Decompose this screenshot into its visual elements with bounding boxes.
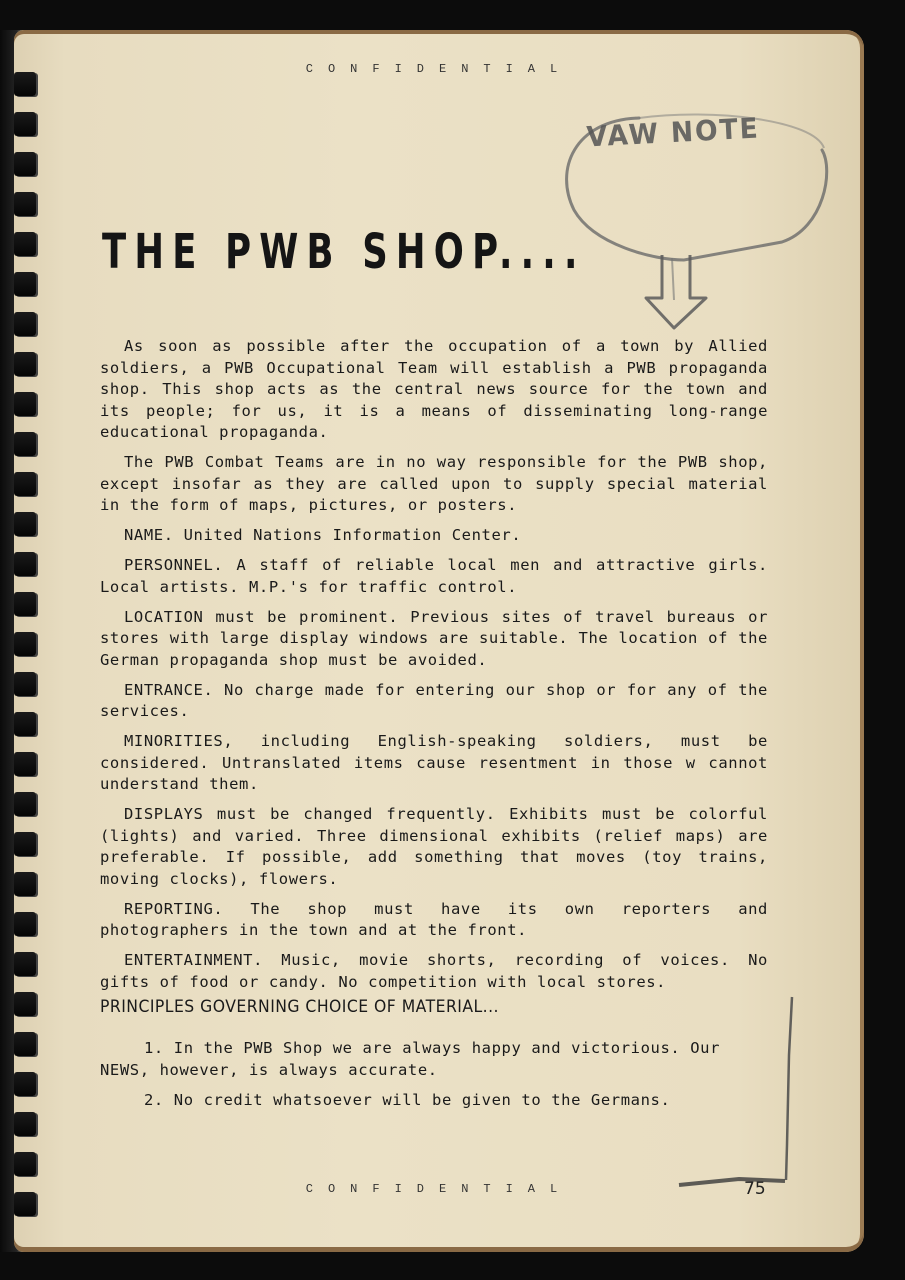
paragraph-location: LOCATION must be prominent. Previous sites of travel bureaus or stores with large display windows are suitable. The location of the German propaganda shop must be avoided.: [100, 607, 768, 669]
paragraph-displays: DISPLAYS must be changed frequently. Exhibits must be colorful (lights) and varied. Three dimensional exhibits (relief maps) are preferable. If possible, add something that moves (toy trains, moving clocks), flowers.: [100, 805, 768, 888]
paragraph-minorities: MINORITIES, including English-speaking soldiers, must be considered. Untranslated items cause resentment in those w cannot understand them.: [100, 732, 768, 793]
principles-heading: PRINCIPLES GOVERNING CHOICE OF MATERIAL...: [100, 997, 499, 1017]
binding-ring: [14, 792, 36, 816]
document-page: [14, 30, 864, 1252]
handwritten-bracket-mark: [659, 995, 809, 1205]
binding-ring: [14, 1032, 36, 1056]
binding-ring: [14, 472, 36, 496]
binding-ring: [14, 232, 36, 256]
binding-ring: [14, 432, 36, 456]
binding-ring: [14, 512, 36, 536]
binding-ring: [14, 192, 36, 216]
binding-ring: [14, 552, 36, 576]
binding-ring: [14, 592, 36, 616]
paragraph-personnel: PERSONNEL. A staff of reliable local men and attractive girls. Local artists. M.P.'s for traffic control.: [100, 556, 768, 596]
binding-ring: [14, 272, 36, 296]
binding-ring: [14, 672, 36, 696]
binding-ring: [14, 152, 36, 176]
binding-ring: [14, 1112, 36, 1136]
binding-ring: [14, 912, 36, 936]
binding-ring: [14, 992, 36, 1016]
binding-ring: [14, 112, 36, 136]
header-classification: CONFIDENTIAL: [305, 62, 573, 76]
binding-ring: [14, 1072, 36, 1096]
footer-classification: CONFIDENTIAL: [305, 1182, 573, 1196]
paragraph-combat-teams: The PWB Combat Teams are in no way responsible for the PWB shop, except insofar as they are called upon to supply special material in the form of maps, pictures, or posters.: [100, 453, 768, 514]
paragraph-intro: As soon as possible after the occupation of a town by Allied soldiers, a PWB Occupational Team will establish a PWB propaganda shop. This shop acts as the central news source for the town and its people; for us, it is a means of disseminating long-range educational propaganda.: [100, 337, 768, 441]
principle-item: 2. No credit whatsoever will be given to the Germans.: [144, 1091, 671, 1109]
paragraph-entrance: ENTRANCE. No charge made for entering our shop or for any of the services.: [100, 680, 768, 720]
binding-ring: [14, 392, 36, 416]
binding-ring: [14, 752, 36, 776]
body-text: [100, 336, 768, 1002]
binding-ring: [14, 712, 36, 736]
page-number: 75: [744, 1179, 766, 1199]
page-title: THE PWB SHOP....: [102, 224, 586, 280]
handwritten-note: VAW NOTE: [585, 111, 761, 154]
paragraph-name: NAME. United Nations Information Center.: [124, 526, 522, 544]
paragraph-entertainment: ENTERTAINMENT. Music, movie shorts, recording of voices. No gifts of food or candy. No competition with local stores.: [100, 951, 768, 991]
binding-ring: [14, 832, 36, 856]
binding-ring: [14, 872, 36, 896]
binding-ring: [14, 72, 36, 96]
binding-ring: [14, 952, 36, 976]
binding-ring: [14, 1192, 36, 1216]
principle-item: 1. In the PWB Shop we are always happy and victorious. Our NEWS, however, is always accurate.: [100, 1039, 721, 1079]
binding-ring: [14, 312, 36, 336]
binding-ring: [14, 632, 36, 656]
binding-ring: [14, 1152, 36, 1176]
paragraph-reporting: REPORTING. The shop must have its own reporters and photographers in the town and at the front.: [100, 899, 768, 939]
binding-ring: [14, 352, 36, 376]
